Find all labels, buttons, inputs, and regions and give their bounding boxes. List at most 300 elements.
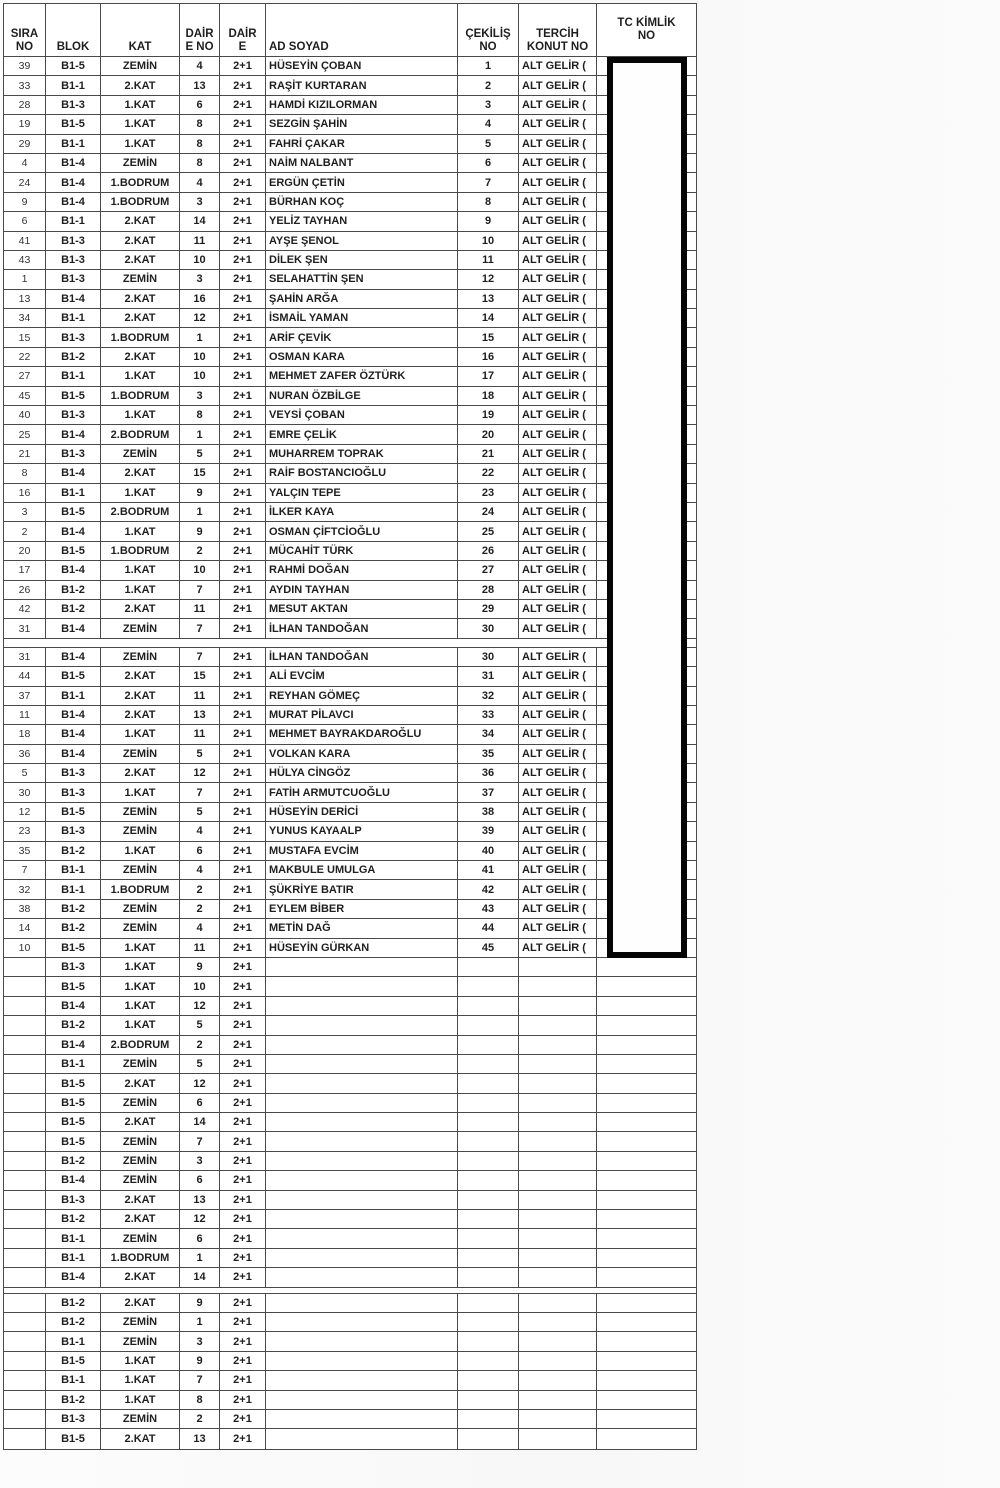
cell-kat: 2.KAT <box>101 232 180 250</box>
table-row <box>4 251 696 270</box>
cell-blok: B1-2 <box>46 581 101 599</box>
cell-ad_soyad: METİN DAĞ <box>266 919 458 937</box>
cell-sira <box>4 1094 46 1112</box>
cell-daire_no: 4 <box>180 173 220 191</box>
cell-cekilis_no <box>458 1249 519 1267</box>
cell-daire_no: 12 <box>180 309 220 327</box>
cell-daire_no: 9 <box>180 522 220 540</box>
cell-ad_soyad <box>266 1171 458 1189</box>
cell-cekilis_no: 40 <box>458 842 519 860</box>
cell-ad_soyad: HÜLYA CİNGÖZ <box>266 764 458 782</box>
cell-sira: 25 <box>4 425 46 443</box>
cell-daire: 2+1 <box>220 1171 266 1189</box>
cell-ad_soyad: YELİZ TAYHAN <box>266 212 458 230</box>
cell-kat: 2.KAT <box>101 348 180 366</box>
cell-cekilis_no: 9 <box>458 212 519 230</box>
cell-cekilis_no <box>458 1294 519 1312</box>
cell-daire: 2+1 <box>220 503 266 521</box>
cell-tercih_konut_no: ALT GELİR ( <box>519 309 597 327</box>
cell-sira: 11 <box>4 706 46 724</box>
cell-daire_no: 4 <box>180 919 220 937</box>
cell-kat: 2.KAT <box>101 687 180 705</box>
cell-tercih_konut_no <box>519 1313 597 1331</box>
cell-tercih_konut_no: ALT GELİR ( <box>519 939 597 957</box>
cell-kat: 2.KAT <box>101 600 180 618</box>
cell-daire_no: 9 <box>180 1294 220 1312</box>
cell-sira <box>4 1152 46 1170</box>
cell-sira: 35 <box>4 842 46 860</box>
cell-tercih_konut_no <box>519 1229 597 1247</box>
cell-tercih_konut_no: ALT GELİR ( <box>519 503 597 521</box>
cell-kat: ZEMİN <box>101 1132 180 1150</box>
cell-ad_soyad: NURAN ÖZBİLGE <box>266 387 458 405</box>
cell-tercih_konut_no <box>519 1294 597 1312</box>
cell-sira <box>4 1171 46 1189</box>
cell-tc_kimlik_no <box>597 1113 696 1131</box>
cell-sira: 44 <box>4 667 46 685</box>
table-row <box>4 1249 696 1268</box>
cell-daire_no: 12 <box>180 997 220 1015</box>
table-row <box>4 1294 696 1313</box>
cell-tc_kimlik_no <box>597 1094 696 1112</box>
cell-daire: 2+1 <box>220 997 266 1015</box>
cell-daire: 2+1 <box>220 115 266 133</box>
cell-cekilis_no: 44 <box>458 919 519 937</box>
cell-tercih_konut_no: ALT GELİR ( <box>519 212 597 230</box>
cell-tc_kimlik_no <box>597 1249 696 1267</box>
cell-cekilis_no: 17 <box>458 367 519 385</box>
cell-daire_no: 4 <box>180 822 220 840</box>
cell-cekilis_no: 29 <box>458 600 519 618</box>
cell-blok: B1-2 <box>46 919 101 937</box>
cell-cekilis_no <box>458 1132 519 1150</box>
cell-cekilis_no: 35 <box>458 745 519 763</box>
cell-kat: 1.BODRUM <box>101 193 180 211</box>
cell-blok: B1-1 <box>46 1055 101 1073</box>
table-row <box>4 764 696 783</box>
cell-tercih_konut_no <box>519 1152 597 1170</box>
cell-tercih_konut_no: ALT GELİR ( <box>519 619 597 637</box>
cell-kat: ZEMİN <box>101 1229 180 1247</box>
cell-kat: 2.KAT <box>101 1210 180 1228</box>
cell-kat: ZEMİN <box>101 154 180 172</box>
cell-daire: 2+1 <box>220 667 266 685</box>
table-row <box>4 1371 696 1390</box>
header-label-line: KONUT NO <box>526 41 589 53</box>
cell-kat: ZEMİN <box>101 1171 180 1189</box>
cell-ad_soyad <box>266 1113 458 1131</box>
cell-tercih_konut_no: ALT GELİR ( <box>519 484 597 502</box>
cell-ad_soyad <box>266 1094 458 1112</box>
cell-ad_soyad: HÜSEYİN GÜRKAN <box>266 939 458 957</box>
cell-daire_no: 2 <box>180 1036 220 1054</box>
cell-sira <box>4 1016 46 1034</box>
cell-cekilis_no: 11 <box>458 251 519 269</box>
cell-blok: B1-2 <box>46 1210 101 1228</box>
cell-cekilis_no <box>458 977 519 995</box>
cell-ad_soyad: VOLKAN KARA <box>266 745 458 763</box>
table-row <box>4 1132 696 1151</box>
header-label-line: DAİR <box>228 28 257 40</box>
cell-ad_soyad: ARİF ÇEVİK <box>266 328 458 346</box>
cell-cekilis_no <box>458 997 519 1015</box>
cell-daire: 2+1 <box>220 1429 266 1448</box>
cell-kat: 2.BODRUM <box>101 1036 180 1054</box>
cell-ad_soyad <box>266 1371 458 1389</box>
cell-daire: 2+1 <box>220 96 266 114</box>
cell-sira: 41 <box>4 232 46 250</box>
cell-kat: ZEMİN <box>101 1313 180 1331</box>
cell-blok: B1-3 <box>46 232 101 250</box>
table-row <box>4 270 696 289</box>
cell-kat: 2.KAT <box>101 1191 180 1209</box>
cell-tc_kimlik_no <box>597 1352 696 1370</box>
cell-sira: 6 <box>4 212 46 230</box>
cell-sira <box>4 1294 46 1312</box>
cell-blok: B1-4 <box>46 648 101 666</box>
cell-daire_no: 6 <box>180 842 220 860</box>
cell-kat: ZEMİN <box>101 1410 180 1428</box>
cell-daire_no: 7 <box>180 619 220 637</box>
cell-daire: 2+1 <box>220 648 266 666</box>
cell-blok: B1-5 <box>46 939 101 957</box>
cell-cekilis_no: 15 <box>458 328 519 346</box>
cell-tercih_konut_no: ALT GELİR ( <box>519 251 597 269</box>
cell-ad_soyad <box>266 1036 458 1054</box>
cell-sira: 36 <box>4 745 46 763</box>
cell-tc_kimlik_no <box>597 1074 696 1092</box>
cell-blok: B1-1 <box>46 1371 101 1389</box>
cell-cekilis_no: 25 <box>458 522 519 540</box>
cell-tercih_konut_no: ALT GELİR ( <box>519 154 597 172</box>
cell-ad_soyad: REYHAN GÖMEÇ <box>266 687 458 705</box>
header-label-line: ÇEKİLİŞ <box>465 28 511 40</box>
cell-kat: 1.KAT <box>101 842 180 860</box>
cell-tc_kimlik_no <box>597 1036 696 1054</box>
cell-daire_no: 13 <box>180 706 220 724</box>
table-row <box>4 648 696 667</box>
cell-kat: ZEMİN <box>101 803 180 821</box>
cell-ad_soyad <box>266 1132 458 1150</box>
cell-daire: 2+1 <box>220 57 266 75</box>
cell-daire_no: 2 <box>180 900 220 918</box>
header-label-line: AD SOYAD <box>269 41 329 53</box>
cell-cekilis_no: 36 <box>458 764 519 782</box>
cell-tc_kimlik_no <box>597 1055 696 1073</box>
cell-blok: B1-4 <box>46 173 101 191</box>
cell-daire: 2+1 <box>220 251 266 269</box>
cell-sira: 27 <box>4 367 46 385</box>
cell-kat: 1.KAT <box>101 581 180 599</box>
table-row <box>4 687 696 706</box>
cell-tercih_konut_no <box>519 1113 597 1131</box>
cell-daire: 2+1 <box>220 919 266 937</box>
cell-daire: 2+1 <box>220 939 266 957</box>
table-row <box>4 348 696 367</box>
cell-cekilis_no: 13 <box>458 290 519 308</box>
cell-daire_no: 11 <box>180 687 220 705</box>
cell-sira: 28 <box>4 96 46 114</box>
cell-blok: B1-3 <box>46 406 101 424</box>
cell-ad_soyad: ALİ EVCİM <box>266 667 458 685</box>
cell-tc_kimlik_no <box>597 1332 696 1350</box>
cell-ad_soyad: FAHRİ ÇAKAR <box>266 135 458 153</box>
cell-kat: 1.KAT <box>101 484 180 502</box>
cell-tercih_konut_no: ALT GELİR ( <box>519 764 597 782</box>
cell-daire: 2+1 <box>220 783 266 801</box>
cell-kat: 2.KAT <box>101 251 180 269</box>
cell-daire_no: 8 <box>180 406 220 424</box>
cell-blok: B1-4 <box>46 745 101 763</box>
cell-ad_soyad: MEHMET ZAFER ÖZTÜRK <box>266 367 458 385</box>
cell-daire_no: 7 <box>180 1371 220 1389</box>
cell-daire_no: 5 <box>180 803 220 821</box>
cell-sira: 15 <box>4 328 46 346</box>
cell-sira: 26 <box>4 581 46 599</box>
table-row <box>4 76 696 95</box>
cell-tercih_konut_no <box>519 1268 597 1286</box>
table-row <box>4 387 696 406</box>
cell-blok: B1-5 <box>46 1113 101 1131</box>
cell-tercih_konut_no <box>519 958 597 976</box>
cell-cekilis_no <box>458 1352 519 1370</box>
table-row <box>4 1055 696 1074</box>
table-row <box>4 667 696 686</box>
cell-tercih_konut_no: ALT GELİR ( <box>519 542 597 560</box>
cell-daire: 2+1 <box>220 309 266 327</box>
header-ad_soyad <box>266 4 458 56</box>
cell-blok: B1-3 <box>46 1410 101 1428</box>
cell-tercih_konut_no <box>519 1249 597 1267</box>
table-row <box>4 1410 696 1429</box>
header-tercih_konut_no <box>519 4 597 56</box>
cell-sira: 14 <box>4 919 46 937</box>
cell-cekilis_no: 23 <box>458 484 519 502</box>
cell-kat: ZEMİN <box>101 648 180 666</box>
cell-kat: 1.KAT <box>101 135 180 153</box>
cell-kat: 2.KAT <box>101 1113 180 1131</box>
cell-ad_soyad: VEYSİ ÇOBAN <box>266 406 458 424</box>
cell-cekilis_no <box>458 1268 519 1286</box>
cell-sira <box>4 1210 46 1228</box>
cell-kat: 2.KAT <box>101 1074 180 1092</box>
cell-sira: 10 <box>4 939 46 957</box>
cell-kat: 1.BODRUM <box>101 542 180 560</box>
cell-sira <box>4 958 46 976</box>
cell-ad_soyad: İLKER KAYA <box>266 503 458 521</box>
cell-blok: B1-4 <box>46 154 101 172</box>
cell-tc_kimlik_no <box>597 1171 696 1189</box>
cell-kat: 1.KAT <box>101 1391 180 1409</box>
table-row <box>4 1229 696 1248</box>
cell-daire: 2+1 <box>220 706 266 724</box>
cell-kat: 1.KAT <box>101 367 180 385</box>
cell-tc_kimlik_no <box>597 1268 696 1286</box>
cell-ad_soyad <box>266 1410 458 1428</box>
cell-cekilis_no: 21 <box>458 445 519 463</box>
table-row <box>4 745 696 764</box>
cell-daire_no: 7 <box>180 581 220 599</box>
cell-tercih_konut_no: ALT GELİR ( <box>519 861 597 879</box>
cell-ad_soyad <box>266 1016 458 1034</box>
cell-cekilis_no: 19 <box>458 406 519 424</box>
cell-cekilis_no <box>458 1113 519 1131</box>
cell-sira <box>4 977 46 995</box>
cell-tercih_konut_no <box>519 1036 597 1054</box>
cell-daire: 2+1 <box>220 348 266 366</box>
cell-daire_no: 8 <box>180 115 220 133</box>
table-row <box>4 803 696 822</box>
cell-ad_soyad: AYDIN TAYHAN <box>266 581 458 599</box>
cell-daire: 2+1 <box>220 581 266 599</box>
cell-blok: B1-2 <box>46 600 101 618</box>
cell-cekilis_no: 32 <box>458 687 519 705</box>
table-row <box>4 783 696 802</box>
cell-cekilis_no: 3 <box>458 96 519 114</box>
cell-daire: 2+1 <box>220 1352 266 1370</box>
cell-tc_kimlik_no <box>597 1016 696 1034</box>
table-row <box>4 725 696 744</box>
cell-kat: 1.KAT <box>101 997 180 1015</box>
cell-kat: 1.KAT <box>101 96 180 114</box>
cell-tercih_konut_no: ALT GELİR ( <box>519 57 597 75</box>
cell-daire_no: 1 <box>180 503 220 521</box>
cell-daire_no: 10 <box>180 561 220 579</box>
cell-cekilis_no: 45 <box>458 939 519 957</box>
cell-kat: ZEMİN <box>101 1055 180 1073</box>
cell-ad_soyad: SELAHATTİN ŞEN <box>266 270 458 288</box>
cell-sira <box>4 1313 46 1331</box>
cell-ad_soyad <box>266 997 458 1015</box>
cell-sira: 23 <box>4 822 46 840</box>
cell-tercih_konut_no: ALT GELİR ( <box>519 96 597 114</box>
cell-daire: 2+1 <box>220 270 266 288</box>
table-row <box>4 706 696 725</box>
cell-cekilis_no <box>458 1410 519 1428</box>
cell-ad_soyad: RAŞİT KURTARAN <box>266 76 458 94</box>
cell-tercih_konut_no: ALT GELİR ( <box>519 687 597 705</box>
cell-ad_soyad <box>266 1074 458 1092</box>
cell-blok: B1-3 <box>46 783 101 801</box>
cell-tc_kimlik_no <box>597 1371 696 1389</box>
cell-sira: 31 <box>4 648 46 666</box>
cell-ad_soyad: MEHMET BAYRAKDAROĞLU <box>266 725 458 743</box>
table-row <box>4 135 696 154</box>
cell-daire: 2+1 <box>220 687 266 705</box>
cell-blok: B1-4 <box>46 725 101 743</box>
table-header-row <box>4 4 696 57</box>
cell-ad_soyad: EYLEM BİBER <box>266 900 458 918</box>
cell-ad_soyad: NAİM NALBANT <box>266 154 458 172</box>
cell-tercih_konut_no: ALT GELİR ( <box>519 76 597 94</box>
table-row <box>4 581 696 600</box>
cell-tercih_konut_no: ALT GELİR ( <box>519 725 597 743</box>
cell-daire: 2+1 <box>220 154 266 172</box>
cell-ad_soyad: ERGÜN ÇETİN <box>266 173 458 191</box>
cell-sira <box>4 1332 46 1350</box>
cell-daire: 2+1 <box>220 1268 266 1286</box>
table-row <box>4 290 696 309</box>
cell-daire: 2+1 <box>220 842 266 860</box>
cell-ad_soyad: ŞAHİN ARĞA <box>266 290 458 308</box>
cell-blok: B1-5 <box>46 1429 101 1448</box>
cell-sira: 22 <box>4 348 46 366</box>
cell-daire_no: 9 <box>180 958 220 976</box>
cell-ad_soyad <box>266 1055 458 1073</box>
cell-ad_soyad: İLHAN TANDOĞAN <box>266 619 458 637</box>
cell-cekilis_no: 4 <box>458 115 519 133</box>
cell-kat: 2.KAT <box>101 667 180 685</box>
table-row <box>4 880 696 899</box>
cell-daire: 2+1 <box>220 1113 266 1131</box>
cell-cekilis_no: 6 <box>458 154 519 172</box>
table-row <box>4 1036 696 1055</box>
cell-sira: 42 <box>4 600 46 618</box>
cell-blok: B1-5 <box>46 1074 101 1092</box>
cell-ad_soyad <box>266 1249 458 1267</box>
header-label-line: TC KİMLİK <box>617 17 676 29</box>
cell-ad_soyad <box>266 1229 458 1247</box>
cell-sira <box>4 997 46 1015</box>
table-row <box>4 1429 696 1448</box>
cell-daire_no: 8 <box>180 1391 220 1409</box>
cell-ad_soyad <box>266 1332 458 1350</box>
cell-sira <box>4 1410 46 1428</box>
cell-daire_no: 11 <box>180 725 220 743</box>
cell-sira: 24 <box>4 173 46 191</box>
cell-cekilis_no: 41 <box>458 861 519 879</box>
cell-cekilis_no: 5 <box>458 135 519 153</box>
cell-cekilis_no: 37 <box>458 783 519 801</box>
cell-ad_soyad: MUHARREM TOPRAK <box>266 445 458 463</box>
cell-ad_soyad <box>266 1210 458 1228</box>
cell-kat: ZEMİN <box>101 861 180 879</box>
cell-ad_soyad: ŞÜKRİYE BATIR <box>266 880 458 898</box>
cell-kat: 1.KAT <box>101 1016 180 1034</box>
cell-daire_no: 3 <box>180 270 220 288</box>
table-row <box>4 154 696 173</box>
cell-daire_no: 9 <box>180 1352 220 1370</box>
cell-kat: 2.BODRUM <box>101 503 180 521</box>
header-label-line: BLOK <box>56 41 90 53</box>
table-row <box>4 1074 696 1093</box>
table-row <box>4 1191 696 1210</box>
table-row <box>4 1391 696 1410</box>
cell-sira: 9 <box>4 193 46 211</box>
cell-ad_soyad: HAMDİ KIZILORMAN <box>266 96 458 114</box>
cell-tercih_konut_no: ALT GELİR ( <box>519 783 597 801</box>
cell-blok: B1-5 <box>46 1094 101 1112</box>
header-blok <box>46 4 101 56</box>
cell-cekilis_no: 16 <box>458 348 519 366</box>
cell-cekilis_no: 33 <box>458 706 519 724</box>
cell-daire_no: 2 <box>180 1410 220 1428</box>
cell-daire: 2+1 <box>220 725 266 743</box>
cell-daire_no: 12 <box>180 764 220 782</box>
cell-cekilis_no <box>458 1371 519 1389</box>
cell-blok: B1-5 <box>46 1352 101 1370</box>
cell-blok: B1-4 <box>46 997 101 1015</box>
cell-tc_kimlik_no <box>597 977 696 995</box>
cell-daire_no: 10 <box>180 251 220 269</box>
cell-blok: B1-3 <box>46 328 101 346</box>
cell-cekilis_no <box>458 1152 519 1170</box>
cell-tercih_konut_no: ALT GELİR ( <box>519 900 597 918</box>
cell-kat: ZEMİN <box>101 619 180 637</box>
cell-daire_no: 1 <box>180 1249 220 1267</box>
cell-blok: B1-4 <box>46 1171 101 1189</box>
cell-cekilis_no: 18 <box>458 387 519 405</box>
